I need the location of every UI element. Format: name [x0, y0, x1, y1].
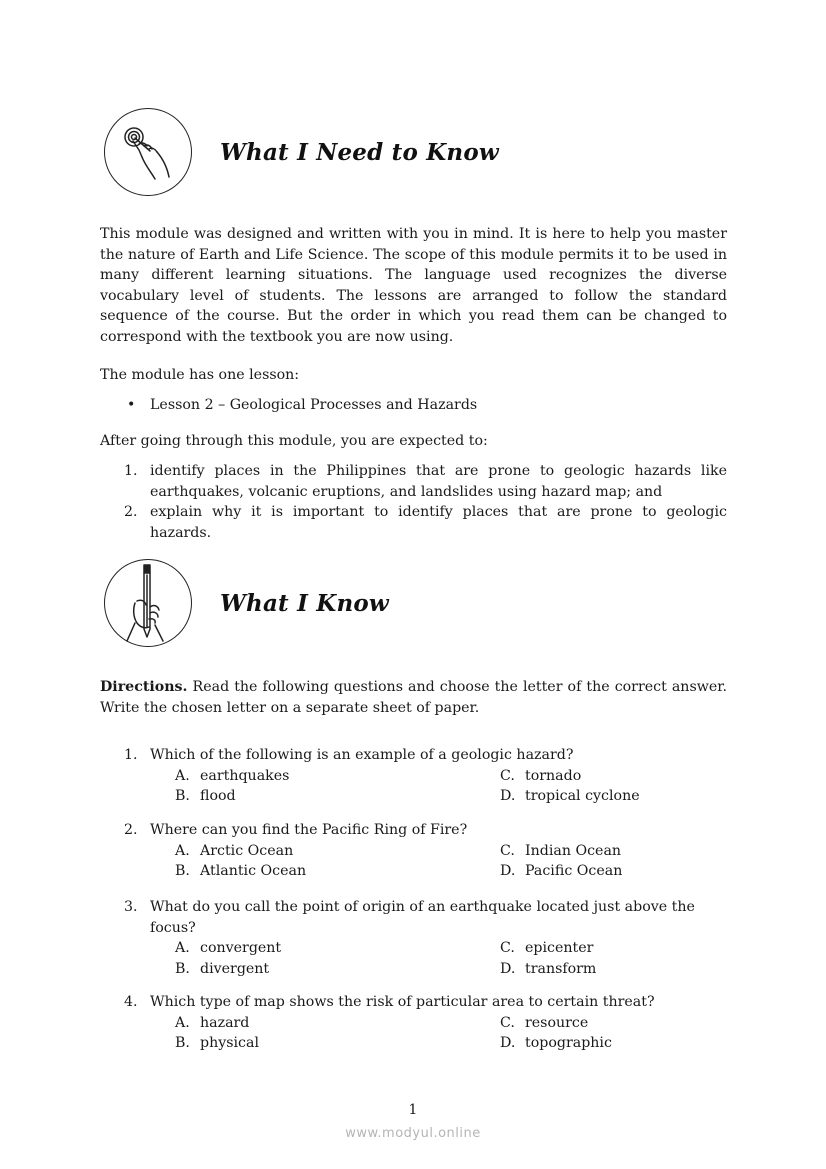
section-what-i-need-to-know: [104, 108, 499, 196]
directions-label: Directions.: [100, 679, 188, 695]
option: C. Indian Ocean: [500, 842, 622, 859]
hand-pencil-icon: [104, 559, 192, 647]
option: B. Atlantic Ocean: [175, 863, 307, 880]
option: B. divergent: [175, 960, 270, 977]
question-2: 2. Where can you find the Pacific Ring of Fire? A. Arctic Ocean C. Indian Ocean B. Atlantic Ocean D. Pacific Ocean: [100, 820, 727, 882]
option: D. tropical cyclone: [500, 788, 640, 805]
section-title: What I Need to Know: [220, 138, 499, 166]
lesson-intro: The module has one lesson:: [100, 367, 300, 383]
option: D. topographic: [500, 1035, 612, 1052]
option: A. convergent: [175, 940, 282, 957]
objectives-list: [100, 461, 727, 543]
lesson-list: [100, 395, 727, 416]
directions-paragraph: [100, 677, 727, 718]
section-what-i-know: [104, 559, 389, 647]
question-text: What do you call the point of origin of an earthquake located just above the focus?: [150, 899, 695, 936]
option: D. Pacific Ocean: [500, 863, 623, 880]
option: A. hazard: [175, 1014, 250, 1031]
page-number: 1: [408, 1102, 418, 1118]
option: D. transform: [500, 960, 597, 977]
list-item: 2. explain why it is important to identify places that are prone to geologic hazards.: [124, 504, 727, 541]
option: C. tornado: [500, 767, 582, 784]
question-text: Where can you find the Pacific Ring of Fire?: [150, 822, 468, 838]
option: B. flood: [175, 788, 236, 805]
watermark: www.modyul.online: [345, 1126, 481, 1141]
question-text: Which of the following is an example of a geologic hazard?: [150, 747, 574, 763]
list-item: 1. identify places in the Philippines that are prone to geologic hazards like earthquakes, volcanic eruptions, and landslides using hazard map; and: [124, 463, 727, 500]
option: C. epicenter: [500, 940, 594, 957]
option: C. resource: [500, 1014, 589, 1031]
directions-text: Read the following questions and choose the letter of the correct answer. Write the chosen letter on a separate sheet of paper.: [100, 679, 727, 716]
list-item: • Lesson 2 – Geological Processes and Hazards: [100, 395, 727, 416]
objectives-intro: After going through this module, you are expected to:: [100, 433, 488, 449]
question-3: 3. What do you call the point of origin of an earthquake located just above the focus? A. convergent C. epicenter B. divergent D. transform: [100, 897, 727, 979]
section-title: What I Know: [220, 589, 389, 617]
question-text: Which type of map shows the risk of particular area to certain threat?: [150, 994, 655, 1010]
question-1: 1. Which of the following is an example of a geologic hazard? A. earthquakes C. tornado B. flood D. tropical cyclone: [100, 745, 727, 807]
option: B. physical: [175, 1035, 259, 1052]
option: A. Arctic Ocean: [175, 842, 294, 859]
intro-paragraph: This module was designed and written with you in mind. It is here to help you master the nature of Earth and Life Science. The scope of this module permits it to be used in many different learning situations. The language used recognizes the diverse vocabulary level of students. The lessons are arranged to follow the standard sequence of the course. But the order in which you read them can be changed to correspond with the textbook you are now using.: [100, 226, 727, 345]
question-4: 4. Which type of map shows the risk of particular area to certain threat? A. hazard C. resource B. physical D. topographic: [100, 992, 727, 1054]
hand-tap-icon: [104, 108, 192, 196]
option: A. earthquakes: [175, 767, 290, 784]
